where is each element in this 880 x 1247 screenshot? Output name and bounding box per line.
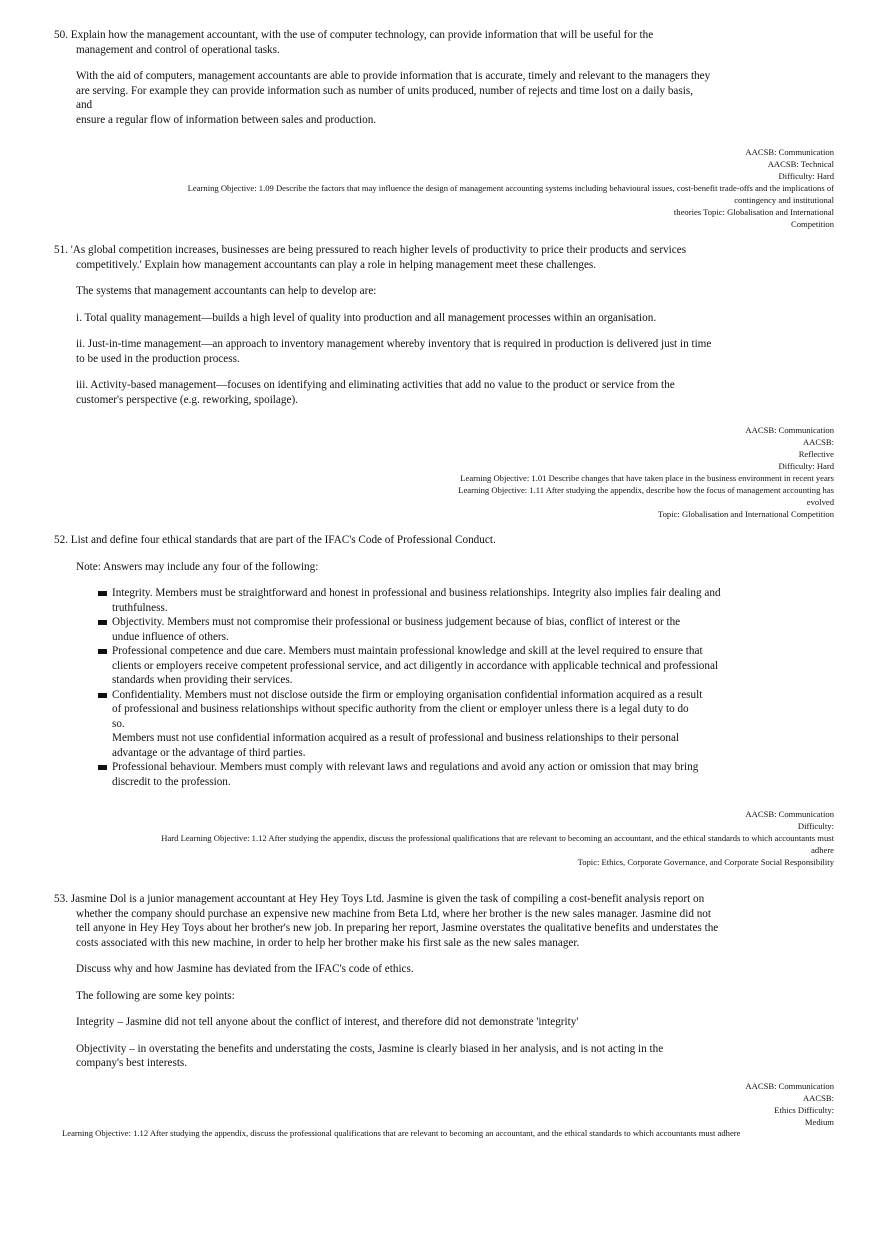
question-53-learning-objective: Learning Objective: 1.12 After studying the appendix, discuss the professional qualifications that are relevant to becoming an accountant, and the ethical standards to which accountants must adhere (62, 1128, 741, 1138)
meta-line: AACSB: (802, 1093, 834, 1103)
meta-line: AACSB: Communication (745, 809, 834, 819)
answer-53-intro: The following are some key points: (76, 989, 235, 1002)
answer-50-line: and (76, 99, 93, 111)
ethics-bullet-list (54, 586, 754, 789)
question-50 (54, 28, 754, 127)
question-53-text-cont: costs associated with this new machine, in order to help her brother make his first sale as the new sales manager. (76, 936, 580, 949)
meta-line: Topic: Globalisation and International Competition (657, 509, 834, 519)
list-item (98, 688, 754, 761)
answer-51-item: ii. Just-in-time management—an approach to inventory management whereby inventory that is required in production is delivered just in time (76, 338, 712, 350)
bullet-line: discredit to the profession. (112, 775, 231, 788)
meta-line: theories Topic: Globalisation and International (673, 207, 834, 217)
meta-line: adhere (811, 845, 834, 855)
bullet-line: standards when providing their services. (112, 674, 293, 686)
meta-line: Difficulty: (797, 821, 834, 831)
answer-51-item: customer's perspective (e.g. reworking, spoilage). (76, 393, 298, 406)
bullet-line: undue influence of others. (112, 630, 229, 643)
meta-line: Difficulty: Hard (778, 171, 834, 181)
meta-line: contingency and institutional (734, 195, 834, 205)
meta-line: AACSB: Communication (745, 1081, 834, 1091)
list-item (98, 644, 754, 688)
bullet-icon (98, 693, 107, 698)
meta-line: Learning Objective: 1.01 Describe changes that have taken place in the business environment in recent years (460, 473, 834, 483)
bullet-line: Integrity. Members must be straightforward and honest in professional and business relationships. Integrity also implies fair dealing and (112, 587, 721, 599)
answer-52-note: Note: Answers may include any four of the following: (76, 560, 319, 573)
bullet-icon (98, 591, 107, 596)
answer-51-intro: The systems that management accountants can help to develop are: (76, 285, 377, 297)
bullet-line: Professional behaviour. Members must comply with relevant laws and regulations and avoid any action or omission that may bring (112, 761, 699, 773)
answer-53-objectivity: Objectivity – in overstating the benefits and understating the costs, Jasmine is clearly biased in her analysis, and is not acting in the (76, 1042, 664, 1055)
meta-line: Learning Objective: 1.11 After studying the appendix, describe how the focus of management accounting has (458, 485, 834, 495)
meta-line: AACSB: Communication (745, 147, 834, 157)
meta-line: AACSB: Technical (767, 159, 834, 169)
bullet-line: Confidentiality. Members must not disclose outside the firm or employing organisation confidential information acquired as a result (112, 688, 703, 701)
meta-line: Ethics Difficulty: (774, 1105, 834, 1115)
meta-line: Medium (804, 1117, 834, 1127)
meta-line: Hard Learning Objective: 1.12 After studying the appendix, discuss the professional qualifications that are relevant to becoming an accountant, and the ethical standards to which accountants must (161, 833, 834, 843)
meta-line: Learning Objective: 1.09 Describe the factors that may influence the design of management accounting systems including behavioural issues, cost-benefit trade-offs and the implications of (187, 183, 834, 193)
answer-51-item: i. Total quality management—builds a high level of quality into production and all management processes within an organisation. (76, 311, 657, 324)
list-item (98, 760, 754, 789)
question-53-discuss: Discuss why and how Jasmine has deviated from the IFAC's code of ethics. (76, 963, 414, 975)
bullet-line: clients or employers receive competent professional service, and act diligently in accordance with applicable technical and professional (112, 659, 719, 672)
bullet-line: of professional and business relationships without specific authority from the client or employer unless there is a legal duty to do (112, 703, 689, 715)
meta-line: Reflective (798, 449, 834, 459)
question-53 (54, 892, 764, 1071)
question-53-text-cont: whether the company should purchase an expensive new machine from Beta Ltd, where her brother is the new sales manager. Jasmine did not (76, 907, 711, 920)
bullet-icon (98, 765, 107, 770)
question-52-meta (74, 808, 834, 868)
answer-51-item: iii. Activity-based management—focuses on identifying and eliminating activities that add no value to the product or service from the (76, 379, 675, 391)
answer-50-line: ensure a regular flow of information between sales and production. (76, 113, 377, 126)
answer-53-objectivity: company's best interests. (76, 1057, 188, 1069)
answer-50-line: With the aid of computers, management accountants are able to provide information that is accurate, timely and relevant to the managers they (76, 70, 711, 82)
bullet-line: Members must not use confidential information acquired as a result of professional and business relationships to their personal (112, 732, 680, 744)
bullet-line: Objectivity. Members must not compromise their professional or business judgement because of bias, conflict of interest or the (112, 616, 681, 628)
question-53-meta (74, 1080, 834, 1128)
question-52-text: 52. List and define four ethical standards that are part of the IFAC's Code of Professional Conduct. (54, 534, 496, 546)
question-51-text: 51. 'As global competition increases, businesses are being pressured to reach higher levels of productivity to price their products and services (54, 244, 687, 256)
bullet-icon (98, 649, 107, 654)
meta-line: evolved (806, 497, 834, 507)
bullet-line: Professional competence and due care. Members must maintain professional knowledge and skill at the level required to ensure that (112, 645, 703, 657)
answer-50-line: are serving. For example they can provide information such as number of units produced, number of rejects and time lost on a daily basis, (76, 84, 694, 97)
answer-53-integrity: Integrity – Jasmine did not tell anyone about the conflict of interest, and therefore did not demonstrate 'integrity' (76, 1016, 579, 1028)
question-53-text-cont: tell anyone in Hey Hey Toys about her brother's new job. In preparing her report, Jasmine overstates the qualitative benefits and understates the (76, 922, 719, 934)
answer-51-item: to be used in the production process. (76, 352, 240, 365)
question-50-text-cont: management and control of operational tasks. (76, 43, 280, 56)
question-51-meta (74, 424, 834, 520)
meta-line: Difficulty: Hard (778, 461, 834, 471)
bullet-line: so. (112, 717, 125, 730)
list-item (98, 586, 754, 615)
bullet-line: truthfulness. (112, 601, 168, 614)
question-51 (54, 243, 754, 407)
bullet-icon (98, 620, 107, 625)
question-52 (54, 533, 754, 789)
question-51-text-cont: competitively.' Explain how management accountants can play a role in helping management meet these challenges. (76, 258, 597, 271)
question-50-text: 50. Explain how the management accountant, with the use of computer technology, can provide information that will be useful for the (54, 29, 654, 41)
question-50-meta (74, 146, 834, 230)
meta-line: Topic: Ethics, Corporate Governance, and Corporate Social Responsibility (577, 857, 834, 867)
meta-line: Competition (791, 219, 834, 229)
question-53-text: 53. Jasmine Dol is a junior management accountant at Hey Hey Toys Ltd. Jasmine is given the task of compiling a cost-benefit analysis report on (54, 893, 705, 905)
meta-line: AACSB: Communication (745, 425, 834, 435)
list-item (98, 615, 754, 644)
bullet-line: advantage or the advantage of third parties. (112, 746, 306, 759)
meta-line: AACSB: (802, 437, 834, 447)
